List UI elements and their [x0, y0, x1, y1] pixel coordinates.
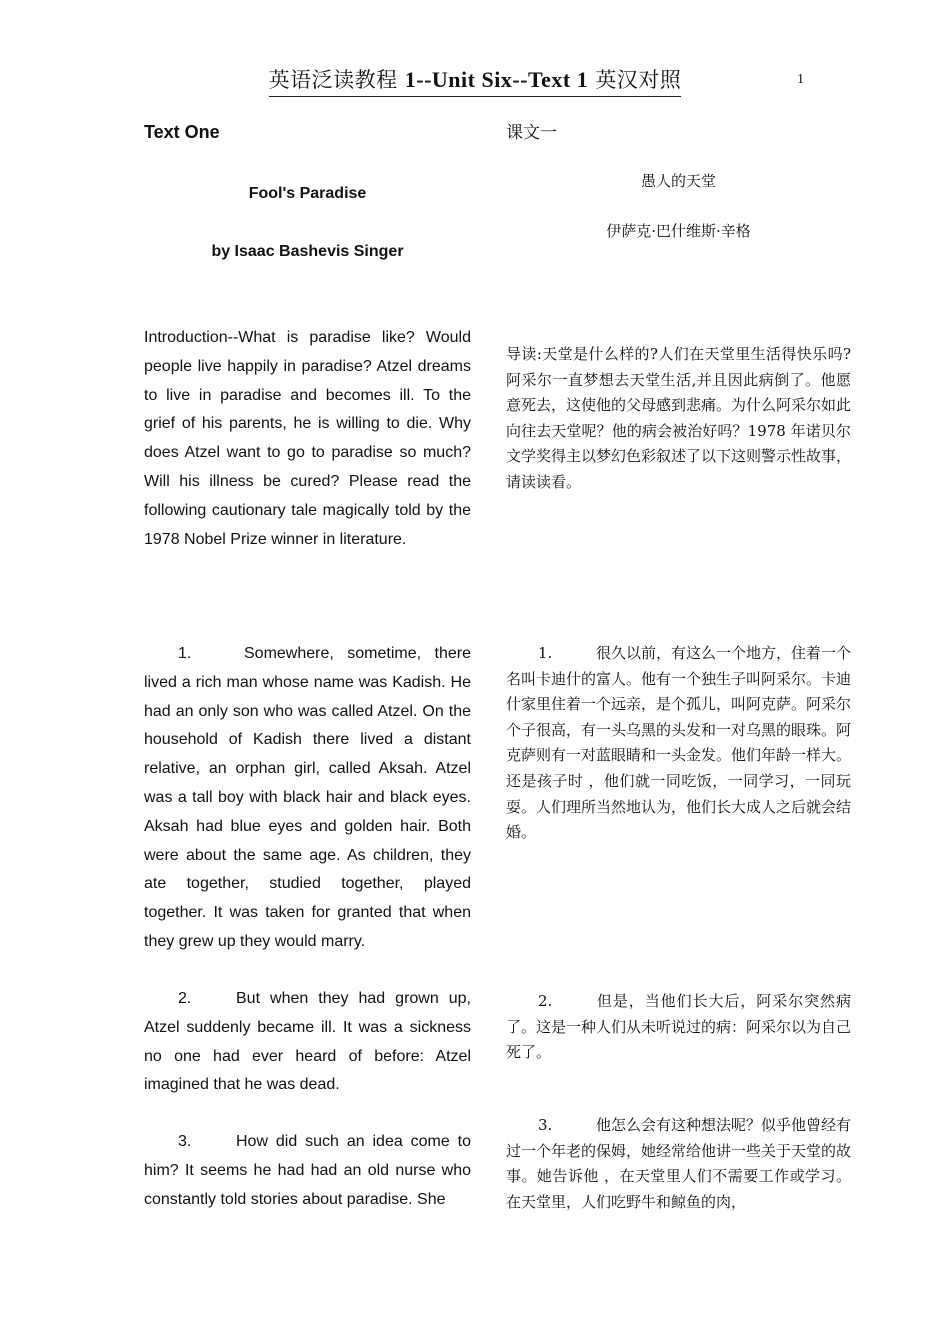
- english-heading: Text One: [144, 122, 220, 142]
- chinese-title: 愚人的天堂: [640, 172, 716, 190]
- paragraph-number: 1.: [178, 645, 192, 662]
- chinese-paragraph-1: [506, 641, 851, 846]
- chinese-paragraph-2: [506, 989, 851, 1066]
- paragraph-text: 但是，当他们长大后，阿采尔突然病了。这是一种人们从未听说过的病：阿采尔以为自己死了。: [506, 992, 852, 1062]
- chinese-intro: 导读:天堂是什么样的?人们在天堂里生活得快乐吗?阿采尔一直梦想去天堂生活,并且因此病倒了。他愿意死去，这使他的父母感到悲痛。为什么阿采尔如此向往去天堂呢？他的病会被治好吗？1978 年诺贝尔文学奖得主以梦幻色彩叙述了以下这则警示性故事，请读读看。: [506, 345, 852, 491]
- paragraph-text: But when they had grown up, Atzel suddenly became ill. It was a sickness no one had ever heard of before: Atzel imagined that he was dead.: [144, 990, 471, 1094]
- paragraph-number: 1.: [538, 644, 553, 662]
- paragraph-number: 2.: [538, 992, 553, 1010]
- page-number: 1: [797, 72, 804, 87]
- paragraph-text: 很久以前，有这么一个地方，住着一个名叫卡迪什的富人。他有一个独生子叫阿采尔。卡迪什家里住着一个远亲，是个孤儿，叫阿克萨。阿采尔个子很高，有一头乌黑的头发和一对乌黑的眼珠。阿克萨则有一对蓝眼睛和一头金发。他们年龄一样大。还是孩子时 ，他们就一同吃饭，一同学习，一同玩耍。人们理所当然地认为，他们长大成人之后就会结婚。: [506, 644, 852, 842]
- paragraph-text: How did such an idea come to him? It seems he had had an old nurse who constantly told stories about paradise. She: [144, 1133, 471, 1208]
- english-intro: Introduction--What is paradise like? Would people live happily in paradise? Atzel dreams to live in paradise and becomes ill. To the grief of his parents, he is willing to die. Why does Atzel want to go to paradise so much? Will his illness be cured? Please read the following cautionary tale magically told by the 1978 Nobel Prize winner in literature.: [144, 329, 471, 548]
- english-author: by Isaac Bashevis Singer: [211, 243, 404, 260]
- paragraph-number: 2.: [178, 990, 192, 1007]
- header-title-en: 1--Unit Six--Text 1: [404, 67, 589, 92]
- paragraph-text: 他怎么会有这种想法呢？似乎他曾经有过一个年老的保姆，她经常给他讲一些关于天堂的故事。她告诉他 ，在天堂里人们不需要工作或学习。在天堂里，人们吃野牛和鲸鱼的肉，: [506, 1116, 852, 1211]
- paragraph-text: Somewhere, sometime, there lived a rich man whose name was Kadish. He had an only son who was called Atzel. On the household of Kadish there lived a distant relative, an orphan girl, called Aksah. Atzel was a tall boy with black hair and black eyes. Aksah had blue eyes and golden hair. Both were about the same age. As children, they ate together, studied together, played together. It was taken for granted that when they grew up they would marry.: [144, 645, 471, 950]
- paragraph-number: 3.: [538, 1116, 553, 1134]
- english-paragraph-1: [144, 640, 471, 957]
- header-title: [269, 64, 682, 97]
- chinese-paragraph-3: [506, 1113, 851, 1215]
- english-title: Fool's Paradise: [248, 185, 367, 202]
- chinese-heading: 课文一: [506, 123, 557, 143]
- english-paragraph-3: [144, 1128, 471, 1214]
- chinese-author: 伊萨克·巴什维斯·辛格: [606, 222, 751, 240]
- header-title-cn: 英语泛读教程: [268, 68, 398, 92]
- english-paragraph-2: [144, 985, 471, 1100]
- header-title-suffix: 英汉对照: [595, 68, 682, 92]
- paragraph-number: 3.: [178, 1133, 192, 1150]
- page-header: [0, 64, 950, 97]
